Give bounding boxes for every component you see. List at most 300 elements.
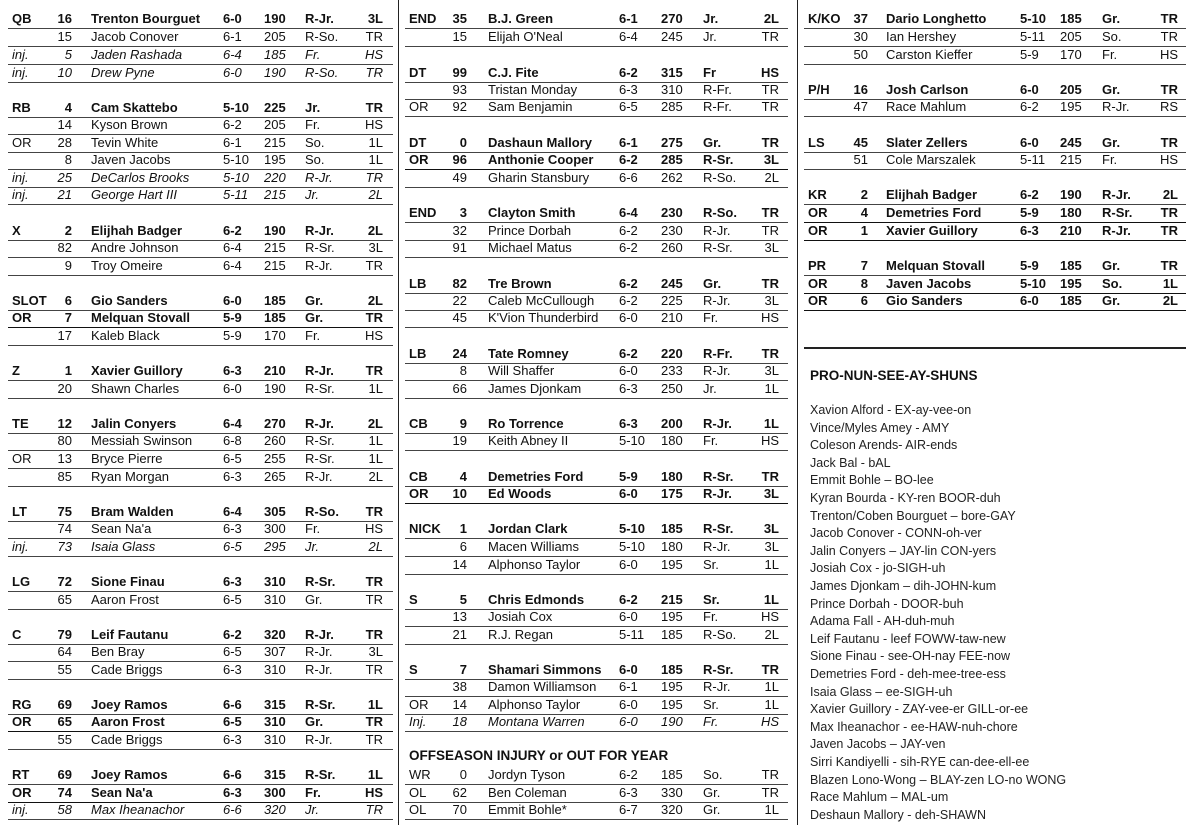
jersey-number: 18 xyxy=(452,714,467,729)
jersey-number: 0 xyxy=(459,767,467,782)
player-class: R-Sr. xyxy=(703,469,734,484)
player-height: 5-9 xyxy=(1020,258,1039,273)
player-weight: 190 xyxy=(264,223,286,238)
player-height: 5-9 xyxy=(619,469,638,484)
player-name: Xavier Guillory xyxy=(886,223,978,238)
player-weight: 320 xyxy=(661,802,683,817)
player-name: James Djonkam xyxy=(488,381,582,396)
roster-row xyxy=(405,713,788,732)
player-height: 6-0 xyxy=(223,11,242,26)
player-weight: 195 xyxy=(661,609,683,624)
player-weight: 185 xyxy=(661,627,683,642)
pronunciation-item: Isaia Glass – ee-SIGH-uh xyxy=(810,684,953,699)
roster-row xyxy=(405,362,788,381)
player-name: Ian Hershey xyxy=(886,29,957,44)
player-class: Gr. xyxy=(305,293,324,308)
player-height: 5-10 xyxy=(223,170,250,185)
player-class: R-Jr. xyxy=(703,679,731,694)
roster-row xyxy=(8,186,393,205)
player-weight: 215 xyxy=(264,135,286,150)
player-weight: 270 xyxy=(661,11,683,26)
player-class: Fr. xyxy=(1102,152,1118,167)
jersey-number: 85 xyxy=(57,469,72,484)
player-class: R-So. xyxy=(703,627,737,642)
player-height: 6-0 xyxy=(619,363,638,378)
player-class: Fr. xyxy=(305,521,321,536)
jersey-number: 74 xyxy=(57,785,72,800)
player-height: 6-6 xyxy=(223,802,242,817)
player-experience: 2L xyxy=(763,11,779,26)
jersey-number: 17 xyxy=(57,328,72,343)
player-name: Javen Jacobs xyxy=(91,152,171,167)
player-experience: 3L xyxy=(763,486,779,501)
position-label: RB xyxy=(12,100,31,115)
player-experience: 1L xyxy=(764,802,779,817)
player-height: 6-3 xyxy=(223,521,242,536)
player-experience: 2L xyxy=(367,293,383,308)
player-weight: 310 xyxy=(264,662,286,677)
player-weight: 245 xyxy=(1060,135,1082,150)
jersey-number: 10 xyxy=(452,486,467,501)
player-name: Joey Ramos xyxy=(91,697,168,712)
player-class: R-Sr. xyxy=(703,662,734,677)
player-weight: 215 xyxy=(264,240,286,255)
position-label: C xyxy=(12,627,22,642)
player-weight: 185 xyxy=(264,293,286,308)
player-name: Prince Dorbah xyxy=(488,223,572,238)
player-weight: 195 xyxy=(1060,99,1082,114)
position-label: OR xyxy=(12,714,32,729)
roster-row xyxy=(8,731,393,750)
roster-row xyxy=(8,450,393,469)
player-weight: 210 xyxy=(264,363,286,378)
player-name: Macen Williams xyxy=(488,539,580,554)
player-experience: 3L xyxy=(764,363,779,378)
player-weight: 305 xyxy=(264,504,286,519)
player-experience: HS xyxy=(1159,47,1178,62)
jersey-number: 65 xyxy=(57,592,72,607)
player-name: Dario Longhetto xyxy=(886,11,987,26)
player-name: Xavier Guillory xyxy=(91,363,183,378)
jersey-number: 99 xyxy=(452,65,467,80)
player-experience: 1L xyxy=(764,381,779,396)
player-height: 6-0 xyxy=(619,609,638,624)
player-height: 6-4 xyxy=(223,47,242,62)
player-height: 6-3 xyxy=(619,381,638,396)
position-label: OR xyxy=(409,152,429,167)
player-name: Will Shaffer xyxy=(488,363,555,378)
player-name: Ben Coleman xyxy=(488,785,567,800)
player-height: 6-6 xyxy=(619,170,638,185)
player-experience: HS xyxy=(364,328,383,343)
player-height: 6-3 xyxy=(1020,223,1039,238)
player-height: 6-5 xyxy=(223,539,242,554)
roster-row xyxy=(405,784,788,803)
roster-row xyxy=(8,538,393,557)
roster-row xyxy=(405,432,788,451)
player-height: 6-0 xyxy=(619,557,638,572)
jersey-number: 35 xyxy=(452,11,467,26)
roster-row xyxy=(8,503,393,522)
player-weight: 285 xyxy=(661,152,683,167)
jersey-number: 72 xyxy=(57,574,72,589)
player-name: Sean Na'a xyxy=(91,785,153,800)
player-experience: TR xyxy=(365,100,383,115)
player-height: 5-10 xyxy=(619,433,646,448)
player-experience: 1L xyxy=(367,767,383,782)
player-class: R-Jr. xyxy=(703,223,731,238)
player-height: 6-1 xyxy=(619,11,638,26)
player-class: Fr. xyxy=(703,714,719,729)
position-label: OR xyxy=(808,276,828,291)
position-label: LB xyxy=(409,276,427,291)
roster-row xyxy=(804,292,1186,311)
player-experience: TR xyxy=(1160,205,1178,220)
jersey-number: 55 xyxy=(57,662,72,677)
pronunciation-item: Javen Jacobs – JAY-ven xyxy=(810,737,946,752)
jersey-number: 5 xyxy=(64,47,72,62)
player-weight: 270 xyxy=(264,416,286,431)
player-weight: 185 xyxy=(661,662,683,677)
player-experience: 2L xyxy=(764,627,779,642)
player-name: Bram Walden xyxy=(91,504,174,519)
jersey-number: 6 xyxy=(459,539,467,554)
pronunciation-item: Leif Fautanu - leef FOWW-taw-new xyxy=(810,631,1006,646)
player-experience: TR xyxy=(1160,82,1178,97)
player-weight: 255 xyxy=(264,451,286,466)
roster-row xyxy=(8,257,393,276)
player-height: 6-3 xyxy=(619,82,638,97)
player-class: R-Jr. xyxy=(305,644,333,659)
player-experience: 1L xyxy=(763,416,779,431)
player-weight: 170 xyxy=(1060,47,1082,62)
player-height: 6-7 xyxy=(619,802,638,817)
player-weight: 190 xyxy=(264,381,286,396)
player-experience: 1L xyxy=(368,135,383,150)
player-class: R-Jr. xyxy=(1102,223,1131,238)
player-height: 6-4 xyxy=(223,416,242,431)
player-experience: HS xyxy=(760,609,779,624)
position-label: X xyxy=(12,223,21,238)
roster-row xyxy=(405,538,788,557)
roster-row xyxy=(405,292,788,311)
player-weight: 310 xyxy=(264,732,286,747)
player-name: Keith Abney II xyxy=(488,433,569,448)
roster-row xyxy=(405,28,788,47)
player-class: R-Jr. xyxy=(305,662,333,677)
roster-row xyxy=(8,661,393,680)
jersey-number: 93 xyxy=(452,82,467,97)
player-class: So. xyxy=(1102,276,1123,291)
position-label: Z xyxy=(12,363,20,378)
jersey-number: 55 xyxy=(57,732,72,747)
player-weight: 275 xyxy=(661,135,683,150)
player-class: R-Jr. xyxy=(703,363,731,378)
player-name: Jaden Rashada xyxy=(91,47,183,62)
player-weight: 315 xyxy=(264,767,286,782)
player-class: Jr. xyxy=(305,539,319,554)
player-experience: 3L xyxy=(368,644,383,659)
position-label: OR xyxy=(409,99,429,114)
roster-row xyxy=(8,520,393,539)
roster-row xyxy=(804,28,1186,47)
player-height: 5-9 xyxy=(223,310,242,325)
player-class: R-So. xyxy=(703,170,737,185)
player-height: 6-3 xyxy=(223,732,242,747)
player-name: Alphonso Taylor xyxy=(488,557,581,572)
position-label: OR xyxy=(808,205,828,220)
player-weight: 180 xyxy=(661,433,683,448)
player-height: 6-6 xyxy=(223,697,242,712)
player-experience: 1L xyxy=(764,679,779,694)
jersey-number: 2 xyxy=(64,223,72,238)
player-experience: TR xyxy=(761,767,779,782)
jersey-number: 4 xyxy=(860,205,868,220)
player-name: Kaleb Black xyxy=(91,328,160,343)
roster-row xyxy=(804,222,1186,241)
player-weight: 225 xyxy=(264,100,286,115)
player-class: R-Sr. xyxy=(703,240,733,255)
player-experience: 1L xyxy=(764,697,779,712)
player-weight: 220 xyxy=(264,170,286,185)
player-name: Elijah O'Neal xyxy=(488,29,563,44)
player-weight: 190 xyxy=(661,714,683,729)
jersey-number: 19 xyxy=(452,433,467,448)
roster-row xyxy=(804,46,1186,65)
roster-row xyxy=(405,678,788,697)
jersey-number: 1 xyxy=(860,223,868,238)
player-class: Fr. xyxy=(703,609,719,624)
jersey-number: 8 xyxy=(459,363,467,378)
player-weight: 215 xyxy=(264,258,286,273)
roster-row xyxy=(405,556,788,575)
roster-row xyxy=(8,432,393,451)
position-label: Inj. xyxy=(409,714,427,729)
player-name: Alphonso Taylor xyxy=(488,697,581,712)
player-name: George Hart III xyxy=(91,187,177,202)
player-height: 5-10 xyxy=(1020,276,1047,291)
player-weight: 307 xyxy=(264,644,286,659)
player-class: Jr. xyxy=(305,100,321,115)
jersey-number: 1 xyxy=(459,521,467,536)
player-class: R-Sr. xyxy=(305,767,336,782)
roster-row xyxy=(804,257,1186,276)
pronunciation-item: Jack Bal - bAL xyxy=(810,455,891,470)
roster-row xyxy=(405,801,788,820)
position-label: OR xyxy=(808,293,828,308)
position-label: K/KO xyxy=(808,11,841,26)
player-name: Kyson Brown xyxy=(91,117,168,132)
jersey-number: 28 xyxy=(57,135,72,150)
player-height: 6-0 xyxy=(619,714,638,729)
player-name: Elijhah Badger xyxy=(886,187,978,202)
player-weight: 230 xyxy=(661,223,683,238)
position-label: RG xyxy=(12,697,32,712)
player-experience: TR xyxy=(365,662,383,677)
roster-row xyxy=(8,46,393,65)
roster-row xyxy=(405,608,788,627)
roster-row xyxy=(405,766,788,785)
player-experience: TR xyxy=(365,732,383,747)
roster-row xyxy=(8,591,393,610)
player-experience: 1L xyxy=(368,451,383,466)
player-height: 5-9 xyxy=(223,328,242,343)
player-height: 6-5 xyxy=(223,644,242,659)
pronunciation-item: Vince/Myles Amey - AMY xyxy=(810,420,950,435)
pronunciation-title: PRO-NUN-SEE-AY-SHUNS xyxy=(810,368,978,383)
player-class: R-Jr. xyxy=(703,293,731,308)
pronunciation-item: Jacob Conover - CONN-oh-ver xyxy=(810,526,982,541)
jersey-number: 37 xyxy=(853,11,868,26)
player-experience: TR xyxy=(761,135,779,150)
jersey-number: 7 xyxy=(64,310,72,325)
player-class: R-Jr. xyxy=(703,416,732,431)
jersey-number: 64 xyxy=(57,644,72,659)
player-name: Jordyn Tyson xyxy=(488,767,566,782)
player-height: 6-6 xyxy=(223,767,242,782)
player-weight: 245 xyxy=(661,29,683,44)
player-name: Ro Torrence xyxy=(488,416,564,431)
position-label: CB xyxy=(409,469,428,484)
roster-row xyxy=(8,292,393,311)
player-experience: HS xyxy=(760,714,779,729)
roster-row xyxy=(8,151,393,170)
position-label: TE xyxy=(12,416,29,431)
roster-row xyxy=(8,362,393,381)
pronunciation-item: Sione Finau - see-OH-nay FEE-now xyxy=(810,649,1011,664)
player-experience: HS xyxy=(364,785,383,800)
jersey-number: 2 xyxy=(860,187,868,202)
jersey-number: 80 xyxy=(57,433,72,448)
player-height: 6-2 xyxy=(619,346,638,361)
player-class: So. xyxy=(305,152,325,167)
roster-row xyxy=(8,801,393,820)
roster-row xyxy=(8,327,393,346)
column-divider-right xyxy=(797,0,798,825)
player-name: Elijhah Badger xyxy=(91,223,183,238)
player-class: Sr. xyxy=(703,557,719,572)
player-class: R-Jr. xyxy=(305,469,333,484)
player-name: Drew Pyne xyxy=(91,65,155,80)
player-experience: TR xyxy=(365,170,383,185)
position-label: OR xyxy=(409,486,429,501)
roster-row xyxy=(8,28,393,47)
position-label: OL xyxy=(409,785,427,800)
player-weight: 205 xyxy=(264,117,286,132)
jersey-number: 14 xyxy=(452,557,467,572)
player-name: Race Mahlum xyxy=(886,99,967,114)
player-experience: HS xyxy=(760,310,779,325)
player-weight: 185 xyxy=(1060,293,1082,308)
position-label: PR xyxy=(808,258,827,273)
player-experience: TR xyxy=(365,65,383,80)
player-height: 6-4 xyxy=(223,240,242,255)
jersey-number: 7 xyxy=(860,258,868,273)
jersey-number: 1 xyxy=(64,363,72,378)
player-experience: TR xyxy=(761,346,779,361)
player-experience: TR xyxy=(761,205,779,220)
roster-row xyxy=(405,151,788,170)
player-experience: TR xyxy=(365,363,383,378)
player-weight: 295 xyxy=(264,539,286,554)
player-name: Clayton Smith xyxy=(488,205,576,220)
position-label: P/H xyxy=(808,82,830,97)
roster-row xyxy=(8,64,393,83)
player-class: R-Fr. xyxy=(703,346,733,361)
roster-row xyxy=(405,275,788,294)
player-name: Messiah Swinson xyxy=(91,433,193,448)
player-experience: TR xyxy=(365,802,383,817)
player-weight: 330 xyxy=(661,785,683,800)
player-height: 5-10 xyxy=(1020,11,1047,26)
pronunciation-item: Prince Dorbah - DOOR-buh xyxy=(810,596,964,611)
player-experience: TR xyxy=(365,592,383,607)
player-class: R-Jr. xyxy=(305,11,334,26)
roster-row xyxy=(8,573,393,592)
player-name: Ed Woods xyxy=(488,486,552,501)
position-label: S xyxy=(409,592,418,607)
jersey-number: 4 xyxy=(64,100,72,115)
jersey-number: 73 xyxy=(57,539,72,554)
player-class: Gr. xyxy=(305,592,323,607)
roster-row xyxy=(8,380,393,399)
player-experience: HS xyxy=(364,47,383,62)
player-name: Javen Jacobs xyxy=(886,276,972,291)
player-height: 6-2 xyxy=(1020,187,1039,202)
player-experience: HS xyxy=(1159,152,1178,167)
player-experience: TR xyxy=(365,504,383,519)
player-experience: HS xyxy=(760,433,779,448)
player-experience: TR xyxy=(761,29,779,44)
player-experience: TR xyxy=(1160,11,1178,26)
player-name: Sione Finau xyxy=(91,574,165,589)
position-label: inj. xyxy=(12,187,29,202)
player-class: Gr. xyxy=(1102,258,1121,273)
roster-row xyxy=(8,99,393,118)
player-height: 6-3 xyxy=(223,469,242,484)
roster-row xyxy=(405,204,788,223)
player-height: 6-0 xyxy=(619,697,638,712)
player-height: 6-5 xyxy=(619,99,638,114)
position-label: KR xyxy=(808,187,827,202)
player-weight: 250 xyxy=(661,381,683,396)
roster-row xyxy=(405,696,788,715)
roster-row xyxy=(405,309,788,328)
player-class: R-Jr. xyxy=(305,170,333,185)
player-experience: 3L xyxy=(368,240,383,255)
jersey-number: 24 xyxy=(452,346,467,361)
player-weight: 260 xyxy=(264,433,286,448)
player-weight: 265 xyxy=(264,469,286,484)
player-experience: 1L xyxy=(764,557,779,572)
player-height: 6-3 xyxy=(619,785,638,800)
roster-row xyxy=(8,713,393,732)
player-height: 6-3 xyxy=(223,574,242,589)
jersey-number: 20 xyxy=(57,381,72,396)
player-height: 5-10 xyxy=(223,152,250,167)
roster-row xyxy=(405,520,788,539)
player-class: Fr. xyxy=(703,310,719,325)
player-height: 6-0 xyxy=(223,65,242,80)
jersey-number: 82 xyxy=(57,240,72,255)
player-name: Leif Fautanu xyxy=(91,627,169,642)
position-label: DT xyxy=(409,135,427,150)
player-class: R-Jr. xyxy=(703,539,731,554)
player-class: Gr. xyxy=(1102,82,1121,97)
pronunciation-item: Demetries Ford - deh-mee-tree-ess xyxy=(810,667,1006,681)
position-label: S xyxy=(409,662,418,677)
jersey-number: 96 xyxy=(452,152,467,167)
